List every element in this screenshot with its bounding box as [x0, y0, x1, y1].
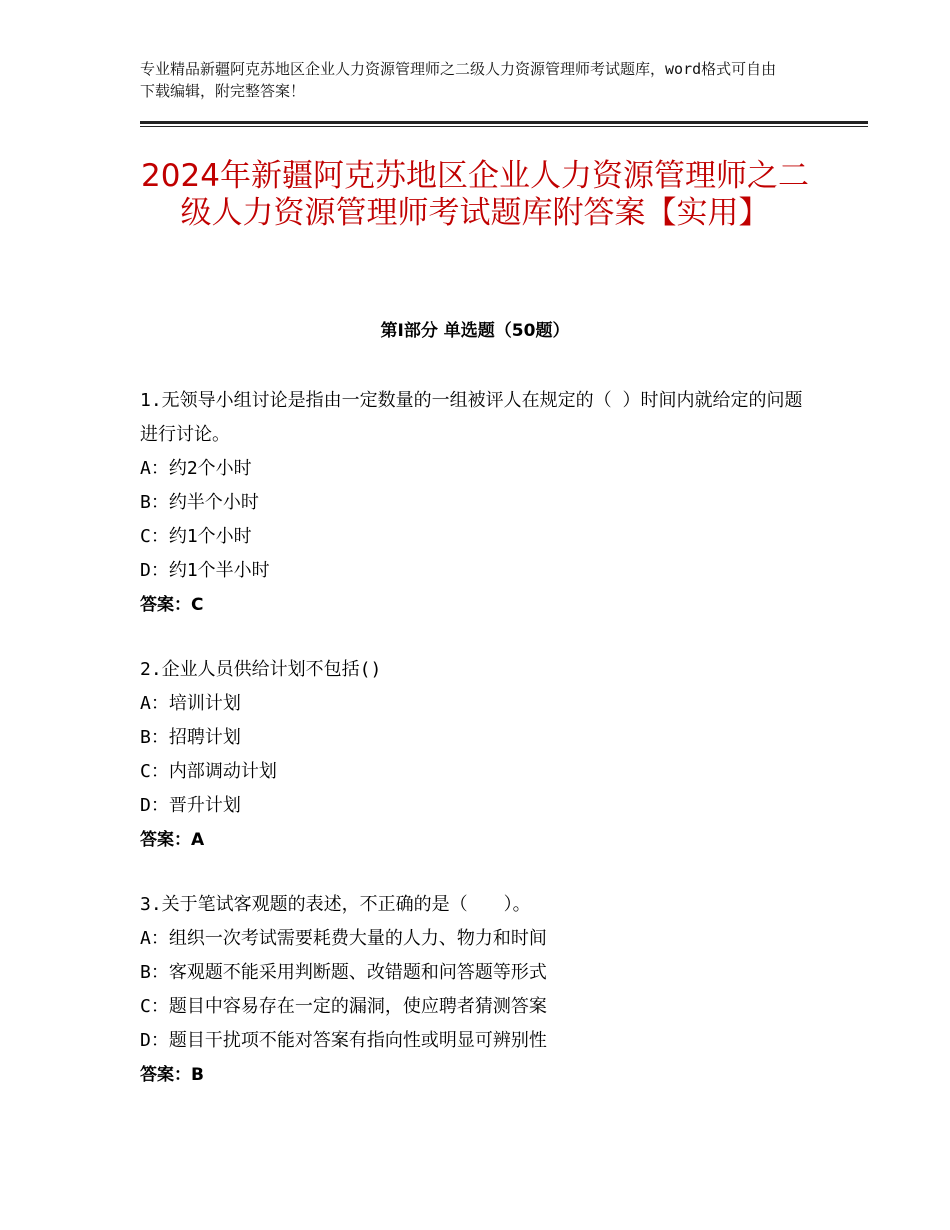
- option-a: A：培训计划: [140, 693, 241, 714]
- option-b: B：约半个小时: [140, 492, 259, 513]
- question-item: [140, 888, 820, 1092]
- option-b: B：客观题不能采用判断题、改错题和问答题等形式: [140, 962, 547, 983]
- answer-line: 答案：B: [140, 1065, 204, 1085]
- question-list: [140, 384, 820, 1123]
- question-stem: 2.企业人员供给计划不包括(): [140, 659, 382, 680]
- document-title: 2024年新疆阿克苏地区企业人力资源管理师之二级人力资源管理师考试题库附答案【实用】: [141, 158, 809, 231]
- option-d: D：题目干扰项不能对答案有指向性或明显可辨别性: [140, 1030, 547, 1051]
- header-divider-thick: [140, 121, 868, 124]
- question-item: [140, 384, 820, 622]
- option-a: A：约2个小时: [140, 458, 252, 479]
- option-a: A：组织一次考试需要耗费大量的人力、物力和时间: [140, 928, 547, 949]
- question-stem: 3.关于笔试客观题的表述，不正确的是（ ）。: [140, 894, 531, 915]
- question-stem: 1.无领导小组讨论是指由一定数量的一组被评人在规定的（ ）时间内就给定的问题进行讨论。: [140, 390, 803, 445]
- option-d: D：晋升计划: [140, 795, 241, 816]
- option-b: B：招聘计划: [140, 727, 241, 748]
- answer-line: 答案：C: [140, 595, 204, 615]
- header-note: 专业精品新疆阿克苏地区企业人力资源管理师之二级人力资源管理师考试题库，word格式可自由下载编辑，附完整答案！: [140, 60, 777, 100]
- option-c: C：内部调动计划: [140, 761, 277, 782]
- option-c: C：题目中容易存在一定的漏洞，使应聘者猜测答案: [140, 996, 547, 1017]
- section-heading: 第Ⅰ部分 单选题（50题）: [380, 321, 570, 341]
- option-c: C：约1个小时: [140, 526, 252, 547]
- question-item: [140, 653, 820, 857]
- answer-line: 答案：A: [140, 830, 205, 850]
- header-divider-thin: [140, 126, 868, 127]
- option-d: D：约1个半小时: [140, 560, 270, 581]
